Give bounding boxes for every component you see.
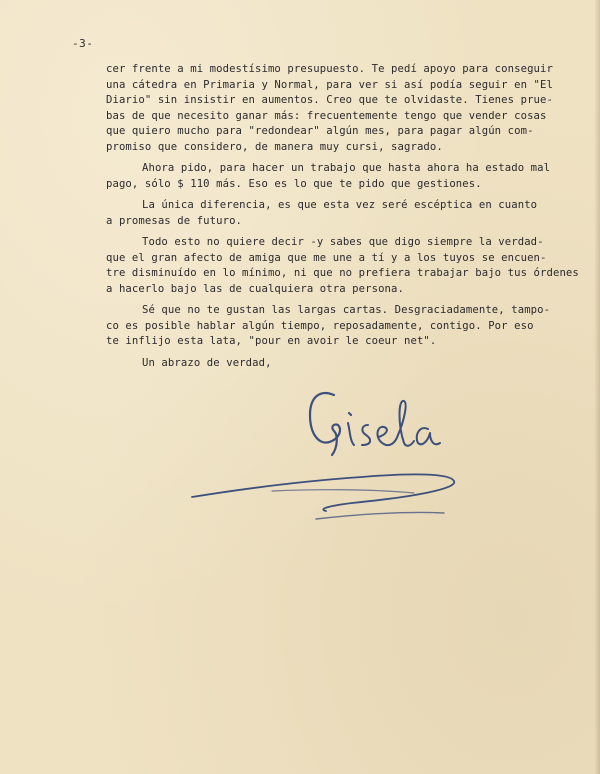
letter-line: a promesas de futuro.	[106, 214, 243, 227]
letter-line: pago, sólo $ 110 más. Eso es lo que te pido que gestiones.	[106, 177, 482, 190]
closing-line: Un abrazo de verdad,	[142, 356, 272, 369]
letter-line: que quiero mucho para "redondear" algún mes, para pagar algún com-	[106, 125, 534, 137]
page-edge-shadow	[594, 0, 600, 774]
letter-line: Todo esto no quiere decir -y sabes que digo siempre la verdad-	[142, 236, 544, 248]
letter-body	[106, 62, 586, 371]
handwritten-signature	[182, 385, 482, 535]
letter-line: bas de que necesito ganar más: frecuentemente tengo que vender cosas	[106, 109, 547, 122]
page-number: -3-	[72, 37, 94, 50]
letter-line: tre disminuído en lo mínimo, ni que no prefiera trabajar bajo tus órdenes	[106, 267, 579, 279]
letter-line: Diario" sin insistir en aumentos. Creo que te olvidaste. Tienes prue-	[106, 94, 553, 106]
letter-line: Ahora pido, para hacer un trabajo que hasta ahora ha estado mal	[142, 162, 551, 174]
letter-line: una cátedra en Primaria y Normal, para ver si así podía seguir en "El	[106, 78, 553, 91]
letter-line: co es posible hablar algún tiempo, reposadamente, contigo. Por eso	[106, 319, 534, 332]
letter-line: a hacerlo bajo las de cualquiera otra persona.	[106, 282, 404, 295]
letter-line: te inflijo esta lata, "pour en avoir le coeur net".	[106, 335, 437, 347]
letter-line: Sé que no te gustan las largas cartas. Desgraciadamente, tampo-	[142, 304, 551, 316]
letter-line: que el gran afecto de amiga que me une a tí y a los tuyos se encuen-	[106, 251, 547, 264]
letter-line: cer frente a mi modestísimo presupuesto. Te pedí apoyo para conseguir	[106, 63, 553, 75]
letter-line: promiso que considero, de manera muy cursi, sagrado.	[106, 140, 443, 153]
letter-line: La única diferencia, es que esta vez seré escéptica en cuanto	[142, 199, 538, 211]
